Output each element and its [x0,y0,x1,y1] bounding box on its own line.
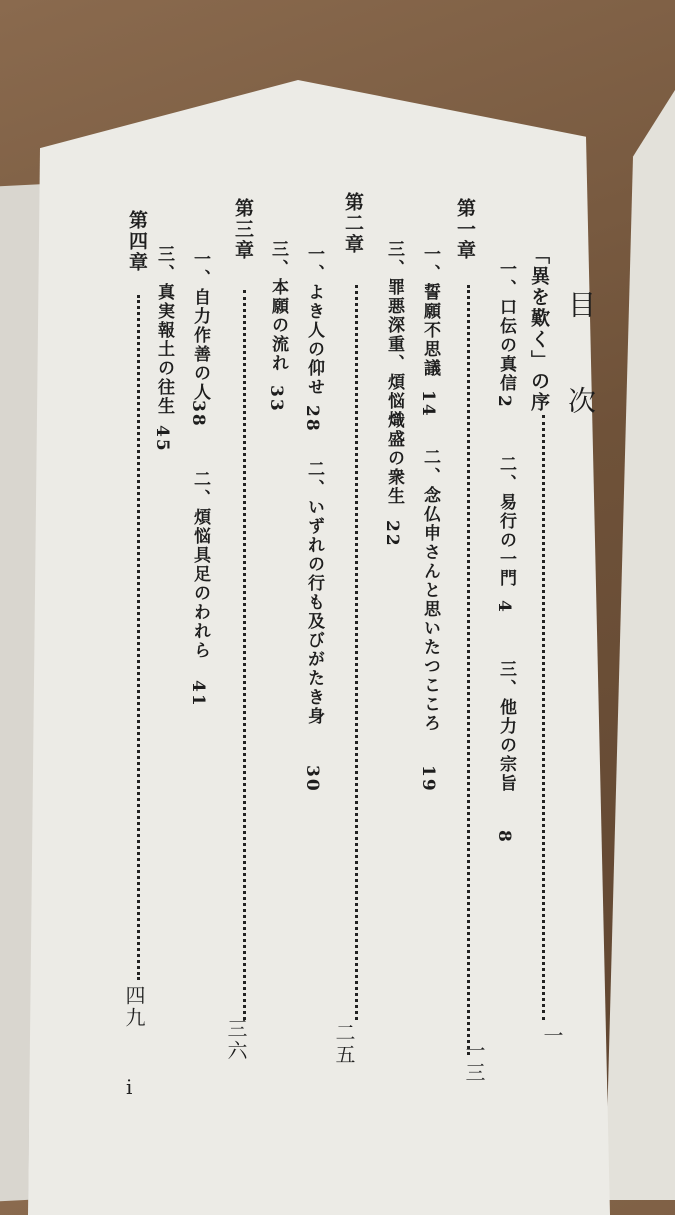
ch1-section: 二、念仏申さんと思いたつこころ [420,448,440,733]
ch3-section-page: 45 [152,425,172,453]
ch1-section: 三、罪悪深重、煩悩熾盛の衆生 [384,240,404,506]
preface-title: 「異を歎く」の序 [528,245,550,413]
ch3-section: 二、煩悩具足のわれら [190,470,210,660]
chapter-3-page: 三六 [224,1018,248,1062]
leader-dots [467,285,470,1055]
leader-dots [137,295,140,980]
chapter-1-title: 第一章 [454,198,476,261]
chapter-4-page: 四九 [122,985,146,1029]
ch1-section-page: 14 [418,390,438,418]
preface-section-page: 2 [494,395,514,409]
preface-section-page: 8 [494,830,514,844]
ch3-section-page: 38 [188,400,208,428]
chapter-4-title: 第四章 [126,210,148,273]
chapter-3-title: 第三章 [232,198,254,261]
toc-title: 目 次 [564,290,597,434]
chapter-2-page: 二五 [332,1022,356,1066]
ch2-section: 二、いずれの行も及びがたき身 [304,460,324,726]
ch3-section: 三、真実報土の往生 [154,245,174,416]
ch2-section-page: 33 [266,385,286,413]
preface-section: 三、他力の宗旨 [496,660,516,793]
ch2-section: 三、本願の流れ [268,240,288,373]
ch2-section-page: 28 [302,405,322,433]
ch1-section-page: 19 [418,765,438,793]
ch2-section-page: 30 [302,765,322,793]
page-folio: i [126,1075,133,1099]
preface-page: 一 [540,1025,564,1047]
leader-dots [355,285,358,1020]
leader-dots [243,290,246,1020]
chapter-1-page: 一三 [462,1040,486,1084]
ch2-section: 一、よき人の仰せ [304,245,324,397]
leader-dots [542,415,545,1020]
preface-section: 一、口伝の真信 [496,260,516,393]
ch3-section: 一、自力作善の人 [190,250,210,402]
ch1-section: 一、誓願不思議 [420,245,440,378]
preface-section: 二、易行の一門 [496,455,516,588]
preface-section-page: 4 [494,600,514,614]
ch1-section-page: 22 [382,520,402,548]
chapter-2-title: 第二章 [342,192,364,255]
ch3-section-page: 41 [188,680,208,708]
facing-page-edge [605,90,675,1200]
